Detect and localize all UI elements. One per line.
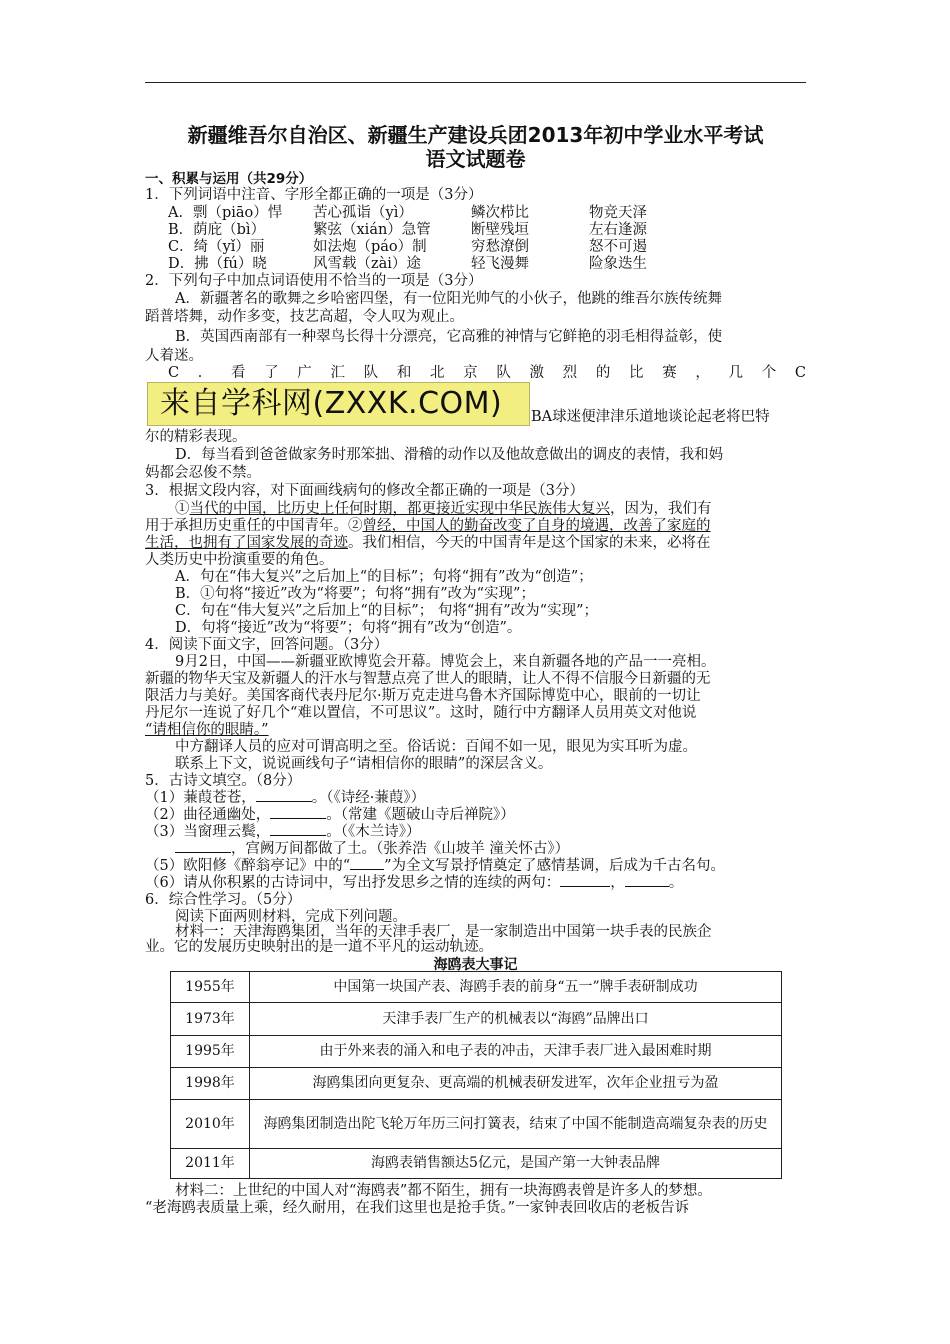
exam-title: 新疆维吾尔自治区、新疆生产建设兵团2013年初中学业水平考试 [187,123,764,147]
q4-passage-line3: 限活力与美好。美国客商代表丹尼尔·斯万克走进乌鲁木齐国际博览中心，眼前的一切让 [145,688,701,704]
q6-material1-line1: 材料一：天津海鸥集团，当年的天津手表厂，是一家制造出中国第一块手表的民族企 [175,924,712,940]
year-cell: 2011年 [171,1149,250,1179]
event-cell: 海鸥集团制造出陀飞轮万年历三问打簧表，结束了中国不能制造高端复杂表的历史 [250,1100,782,1149]
answer-blank [350,857,384,870]
year-cell: 1995年 [171,1036,250,1068]
q3-passage-line3: 生活，也拥有了国家发展的奇迹。我们相信，今天的中国青年是这个国家的未来，必将在 [145,535,711,551]
q3-option-c: C．句在“伟大复兴”之后加上“的目标”； 句将“拥有”改为“实现”； [175,603,599,619]
year-cell: 1973年 [171,1003,250,1036]
q3-option-d: D．句将“接近”改为“将要”；句将“拥有”改为“创造”。 [175,620,522,636]
q4-underlined-sentence: “请相信你的眼睛。” [145,722,269,738]
watermark-banner: 来自学科网(ZXXK.COM) [147,382,530,426]
q4-question: 联系上下文，说说画线句子“请相信你的眼睛”的深层含义。 [175,756,553,772]
q4-passage-line6: 中方翻译人员的应对可谓高明之至。俗话说：百闻不如一见，眼见为实耳听为虚。 [175,739,697,755]
q5-stem: 5．古诗文填空。（8分） [145,773,302,789]
q5-item-5: （5）欧阳修《醉翁亭记》中的“ ”为全文写景抒情奠定了感情基调，后成为千古名句。 [145,858,726,874]
answer-blank [175,840,231,853]
q4-stem: 4．阅读下面文字，回答问题。（3分） [145,637,389,653]
q6-instruction: 阅读下面两则材料，完成下列问题。 [175,909,407,925]
q5-item-3: （3）当窗理云鬓， 。（《木兰诗》） [145,824,421,840]
table-row [171,1149,782,1179]
table-row [171,1068,782,1100]
q2-option-c-line1: C ． 看 了 广 汇 队 和 北 京 队 激 烈 的 比 赛 ， 几 个 C [168,365,806,381]
q5-item-1: （1）蒹葭苍苍， 。（《诗经·蒹葭》） [145,790,426,806]
q2-option-d-line2: 妈都会忍俊不禁。 [145,465,261,481]
q4-passage-line4: 丹尼尔一连说了好几个“难以置信，不可思议”。这时，随行中方翻译人员用英文对他说 [145,705,697,721]
q2-option-a-line1: A．新疆著名的歌舞之乡哈密四堡，有一位阳光帅气的小伙子，他跳的维吾尔族传统舞 [175,291,722,307]
q2-option-c-line3: 尔的精彩表现。 [145,429,247,445]
q2-option-b-line2: 人着迷。 [145,348,203,364]
q4-passage-line1: 9月2日，中国——新疆亚欧博览会开幕。博览会上，来自新疆各地的产品一一亮相。 [175,654,716,670]
q2-option-d-line1: D．每当看到爸爸做家务时那笨拙、滑稽的动作以及他故意做出的调皮的表情，我和妈 [175,447,724,463]
section-heading: 一、积累与运用（共29分） [145,171,313,187]
q3-option-a: A．句在“伟大复兴”之后加上“的目标”；句将“拥有”改为“创造”； [175,569,593,585]
answer-blank [256,789,312,802]
exam-subtitle: 语文试题卷 [425,147,526,171]
table-row [171,972,782,1003]
q6-stem: 6．综合性学习。（5分） [145,892,302,908]
year-cell: 1955年 [171,972,250,1003]
year-cell: 1998年 [171,1068,250,1100]
q6-material2-line2: “老海鸥表质量上乘，经久耐用，在我们这里也是抢手货。”一家钟表回收店的老板告诉 [145,1200,690,1216]
q5-item-6: （6）请从你积累的古诗词中，写出抒发思乡之情的连续的两句： ， 。 [145,875,684,891]
q2-option-c-line2: BA球迷便津津乐道地谈论起老将巴特 [531,409,770,425]
table-row [171,1100,782,1149]
answer-blank [270,806,326,819]
answer-blank [625,874,669,887]
q2-option-b-line1: B．英国西南部有一种翠鸟长得十分漂亮，它高雅的神情与它鲜艳的羽毛相得益彰，使 [175,329,723,345]
events-table [170,971,782,1179]
year-cell: 2010年 [171,1100,250,1149]
q2-stem: 2．下列句子中加点词语使用不恰当的一项是（3分） [145,273,483,289]
q3-passage-line1: ①当代的中国，比历史上任何时期，都更接近实现中华民族伟大复兴，因为，我们有 [175,501,712,517]
header-rule [145,82,806,83]
q4-passage-line2: 新疆的物华天宝及新疆人的汗水与智慧点亮了世人的眼睛，让人不得不信服今日新疆的无 [145,671,711,687]
q3-stem: 3．根据文段内容，对下面画线病句的修改全都正确的一项是（3分） [145,483,584,499]
q6-material2-line1: 材料二：上世纪的中国人对“海鸥表”都不陌生，拥有一块海鸥表曾是许多人的梦想。 [175,1183,712,1199]
q5-item-2: （2）曲径通幽处， 。（常建《题破山寺后禅院》） [145,807,515,823]
exam-page: 新疆维吾尔自治区、新疆生产建设兵团2013年初中学业水平考试 语文试题卷 一、积累与运用（共29分） 1．下列词语中注音、字形全都正确的一项是（3分） A．剽（piāo）悍 苦心孤诣（yì） 鳞次栉比 物竞天泽 B．荫庇（bì） 繁弦（xián）急管 断壁残垣 左右逢源 C．绮（yǐ）丽 如法炮（páo）制 穷愁潦倒 怒不可遏 D．拂（fú）晓 风雪载（zài）途 轻飞漫舞 险象迭生 2．下列句子中加点词语使用不恰当的一项是（3分） A．新疆著名的歌舞之乡哈密四堡，有一位阳光帅气的小伙子，他跳的维吾尔族传统舞 蹈普塔舞，动作多变，技艺高超，令人叹为观止。 B．英国西南部有一种翠鸟长得十分漂亮，它高雅的神情与它鲜艳的羽毛相得益彰，使 人着迷。 C ． 看 了 广 汇 队 和 北 京 队 激 烈 的 比 赛 ， 几 个 C 来自学科网(ZXXK.COM) BA球迷便津津乐道地谈论起老将巴特 尔的精彩表现。 D．每当看到爸爸做家务时那笨拙、滑稽的动作以及他故意做出的调皮的表情，我和妈 妈都会忍俊不禁。 3．根据文段内容，对下面画线病句的修改全都正确的一项是（3分） ①当代的中国，比历史上任何时期，都更接近实现中华民族伟大复兴，因为，我们有 用于承担历史重任的中国青年。②曾经，中国人的勤奋改变了自身的境遇，改善了家庭的 生活，也拥有了国家发展的奇迹。我们相信，今天的中国青年是这个国家的未来，必将在 人类历史中扮演重要的角色。 A．句在“伟大复兴”之后加上“的目标”；句将“拥有”改为“创造”； B．①句将“接近”改为“将要”；句将“拥有”改为“实现”； C．句在“伟大复兴”之后加上“的目标”； 句将“拥有”改为“实现”； D．句将“接近”改为“将要”；句将“拥有”改为“创造”。 4．阅读下面文字，回答问题。（3分） 9月2日，中国——新疆亚欧博览会开幕。博览会上，来自新疆各地的产品一一亮相。 新疆的物华天宝及新疆人的汗水与智慧点亮了世人的眼睛，让人不得不信服今日新疆的无 限活力与美好。美国客商代表丹尼尔·斯万克走进乌鲁木齐国际博览中心，眼前的一切让 丹尼尔一连说了好几个“难以置信，不可思议”。这时，随行中方翻译人员用英文对他说 “请相信你的眼睛。” 中方翻译人员的应对可谓高明之至。俗话说：百闻不如一见，眼见为实耳听为虚。 联系上下文，说说画线句子“请相信你的眼睛”的深层含义。 5．古诗文填空。（8分） （1）蒹葭苍苍， 。（《诗经·蒹葭》） （2）曲径通幽处， 。（常建《题破山寺后禅院》） （3）当窗理云鬓， 。（《木兰诗》） ，宫阙万间都做了土。（张养浩《山坡羊 潼关怀古》） （5）欧阳修《醉翁亭记》中的“ ”为全文写景抒情奠定了感情基调，后成为千古名句。 （6）请从你积累的古诗词中，写出抒发思乡之情的连续的两句： ， 。 6．综合性学习。（5分） 阅读下面两则材料，完成下列问题。 材料一：天津海鸥集团，当年的天津手表厂，是一家制造出中国第一块手表的民族企 业。它的发展历史映射出的是一道不平凡的运动轨迹。 海鸥表大事记 1955年 中国第一块国产表、海鸥手表的前身“五一”牌手表研制成功 1973年 天津手表厂生产的机械表以“海鸥”品牌出口 1995年 由于外来表的涌入和电子表的冲击，天津手表厂进入最困难时期 1998年 海鸥集团向更复杂、更高端的机械表研发进军，次年企业扭亏为盈 2010年 海鸥集团制造出陀飞轮万年历三问打簧表，结束了中国不能制造高端复杂表的历史 2011年 海鸥表销售额达5亿元，是国产第一大钟表品牌 材料二：上世纪的中国人对“海鸥表”都不陌生，拥有一块海鸥表曾是许多人的梦想。 “老海鸥表质量上乘，经久耐用，在我们这里也是抢手货。”一家钟表回收店的老板告诉 [0,0,950,1344]
q3-option-b: B．①句将“接近”改为“将要”；句将“拥有”改为“实现”； [175,586,535,602]
event-cell: 海鸥表销售额达5亿元，是国产第一大钟表品牌 [250,1149,782,1179]
q5-item-4: ，宫阙万间都做了土。（张养浩《山坡羊 潼关怀古》） [175,840,569,858]
event-cell: 由于外来表的涌入和电子表的冲击，天津手表厂进入最困难时期 [250,1036,782,1068]
q1-stem: 1．下列词语中注音、字形全都正确的一项是（3分） [145,187,483,203]
q6-material1-line2: 业。它的发展历史映射出的是一道不平凡的运动轨迹。 [145,939,493,955]
answer-blank [560,874,610,887]
table-title: 海鸥表大事记 [433,957,518,973]
q3-passage-line4: 人类历史中扮演重要的角色。 [145,552,334,568]
table-row [171,1003,782,1036]
event-cell: 海鸥集团向更复杂、更高端的机械表研发进军，次年企业扭亏为盈 [250,1068,782,1100]
event-cell: 中国第一块国产表、海鸥手表的前身“五一”牌手表研制成功 [250,972,782,1003]
table-row [171,1036,782,1068]
q3-passage-line2: 用于承担历史重任的中国青年。②曾经，中国人的勤奋改变了自身的境遇，改善了家庭的 [145,518,711,534]
q2-option-a-line2: 蹈普塔舞，动作多变，技艺高超，令人叹为观止。 [145,309,464,325]
event-cell: 天津手表厂生产的机械表以“海鸥”品牌出口 [250,1003,782,1036]
answer-blank [270,823,326,836]
